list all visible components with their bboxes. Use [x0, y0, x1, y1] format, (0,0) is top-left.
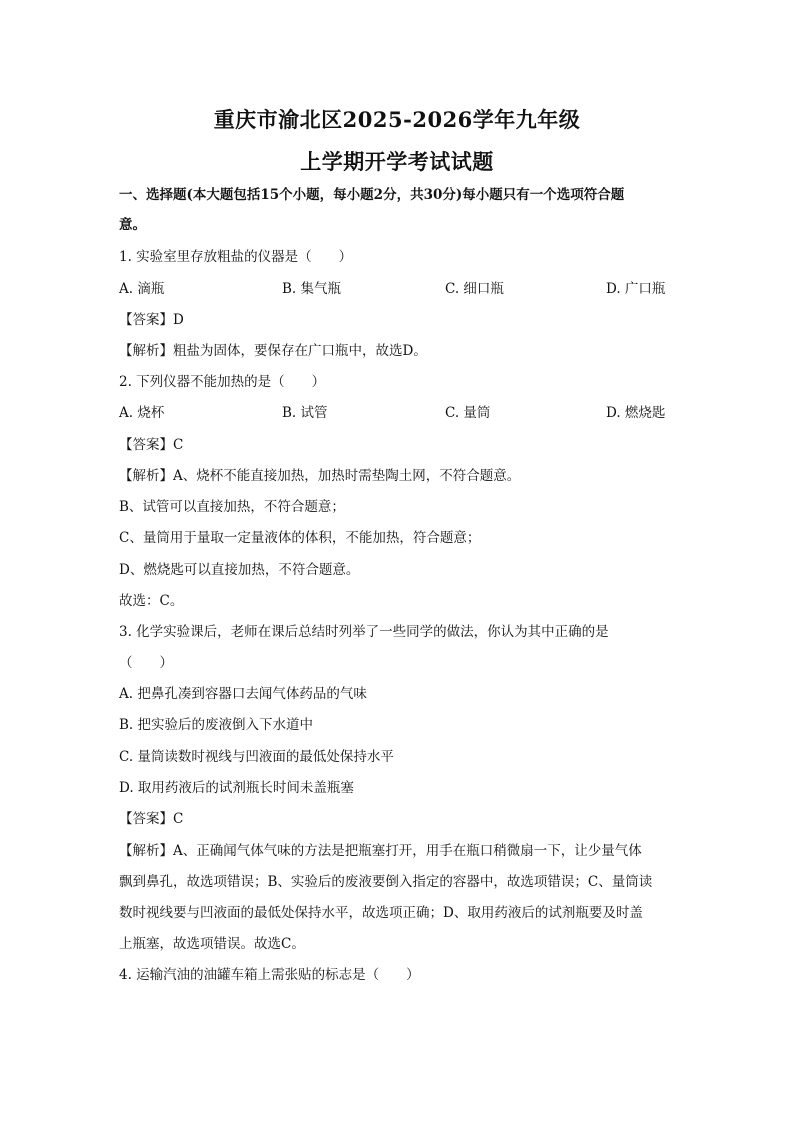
question-2-analysis-line: B、试管可以直接加热，不符合题意； [119, 499, 345, 515]
question-1-analysis: 【解析】粗盐为固体，要保存在广口瓶中，故选D。 [119, 343, 427, 359]
question-3-analysis-line: 数时视线要与凹液面的最低处保持水平，故选项正确；D、取用药液后的试剂瓶要及时盖 [119, 905, 643, 921]
question-1-option-a: A. 滴瓶 [119, 281, 165, 297]
page-title: 重庆市渝北区2025-2026学年九年级 [213, 107, 581, 132]
question-4-stem: 4. 运输汽油的油罐车箱上需张贴的标志是（ ） [119, 967, 420, 983]
question-2-answer: 【答案】C [119, 437, 184, 453]
question-2-stem: 2. 下列仪器不能加热的是（ ） [119, 374, 326, 390]
section-heading: 一、选择题(本大题包括15个小题，每小题2分，共30分)每小题只有一个选项符合题 [119, 187, 625, 203]
section-heading-cont: 意。 [119, 217, 146, 233]
question-2-option-a: A. 烧杯 [119, 405, 165, 421]
question-2-analysis-line: D、燃烧匙可以直接加热，不符合题意。 [119, 562, 360, 578]
question-3-analysis-line: 飘到鼻孔，故选项错误；B、实验后的废液要倒入指定的容器中，故选项错误；C、量筒读 [119, 874, 653, 890]
question-3-option-b: B. 把实验后的废液倒入下水道中 [119, 717, 314, 733]
question-3-option-c: C. 量筒读数时视线与凹液面的最低处保持水平 [119, 749, 394, 765]
question-2-analysis-line: 【解析】A、烧杯不能直接加热，加热时需垫陶土网，不符合题意。 [119, 468, 521, 484]
question-3-option-a: A. 把鼻孔凑到容器口去闻气体药品的气味 [119, 686, 367, 702]
question-1-option-c: C. 细口瓶 [445, 281, 504, 297]
question-1-option-d: D. 广口瓶 [606, 281, 666, 297]
question-2-option-c: C. 量筒 [445, 405, 491, 421]
question-1-option-b: B. 集气瓶 [282, 281, 342, 297]
question-2-conclusion: 故选：C。 [119, 593, 184, 609]
question-3-answer: 【答案】C [119, 811, 184, 827]
question-1-answer: 【答案】D [119, 312, 184, 328]
question-3-option-d: D. 取用药液后的试剂瓶长时间未盖瓶塞 [119, 780, 354, 796]
question-3-stem-cont: （ ） [119, 655, 173, 671]
question-3-analysis-line: 上瓶塞，故选项错误。故选C。 [119, 936, 305, 952]
page-subtitle: 上学期开学考试试题 [300, 149, 494, 174]
question-1-stem: 1. 实验室里存放粗盐的仪器是（ ） [119, 249, 353, 265]
question-3-analysis-line: 【解析】A、正确闻气体气味的方法是把瓶塞打开，用手在瓶口稍微扇一下，让少量气体 [119, 843, 642, 859]
question-3-stem: 3. 化学实验课后，老师在课后总结时列举了一些同学的做法，你认为其中正确的是 [119, 624, 609, 640]
question-2-option-d: D. 燃烧匙 [606, 405, 666, 421]
question-2-analysis-line: C、量筒用于量取一定量液体的体积，不能加热，符合题意； [119, 530, 481, 546]
question-2-option-b: B. 试管 [282, 405, 328, 421]
